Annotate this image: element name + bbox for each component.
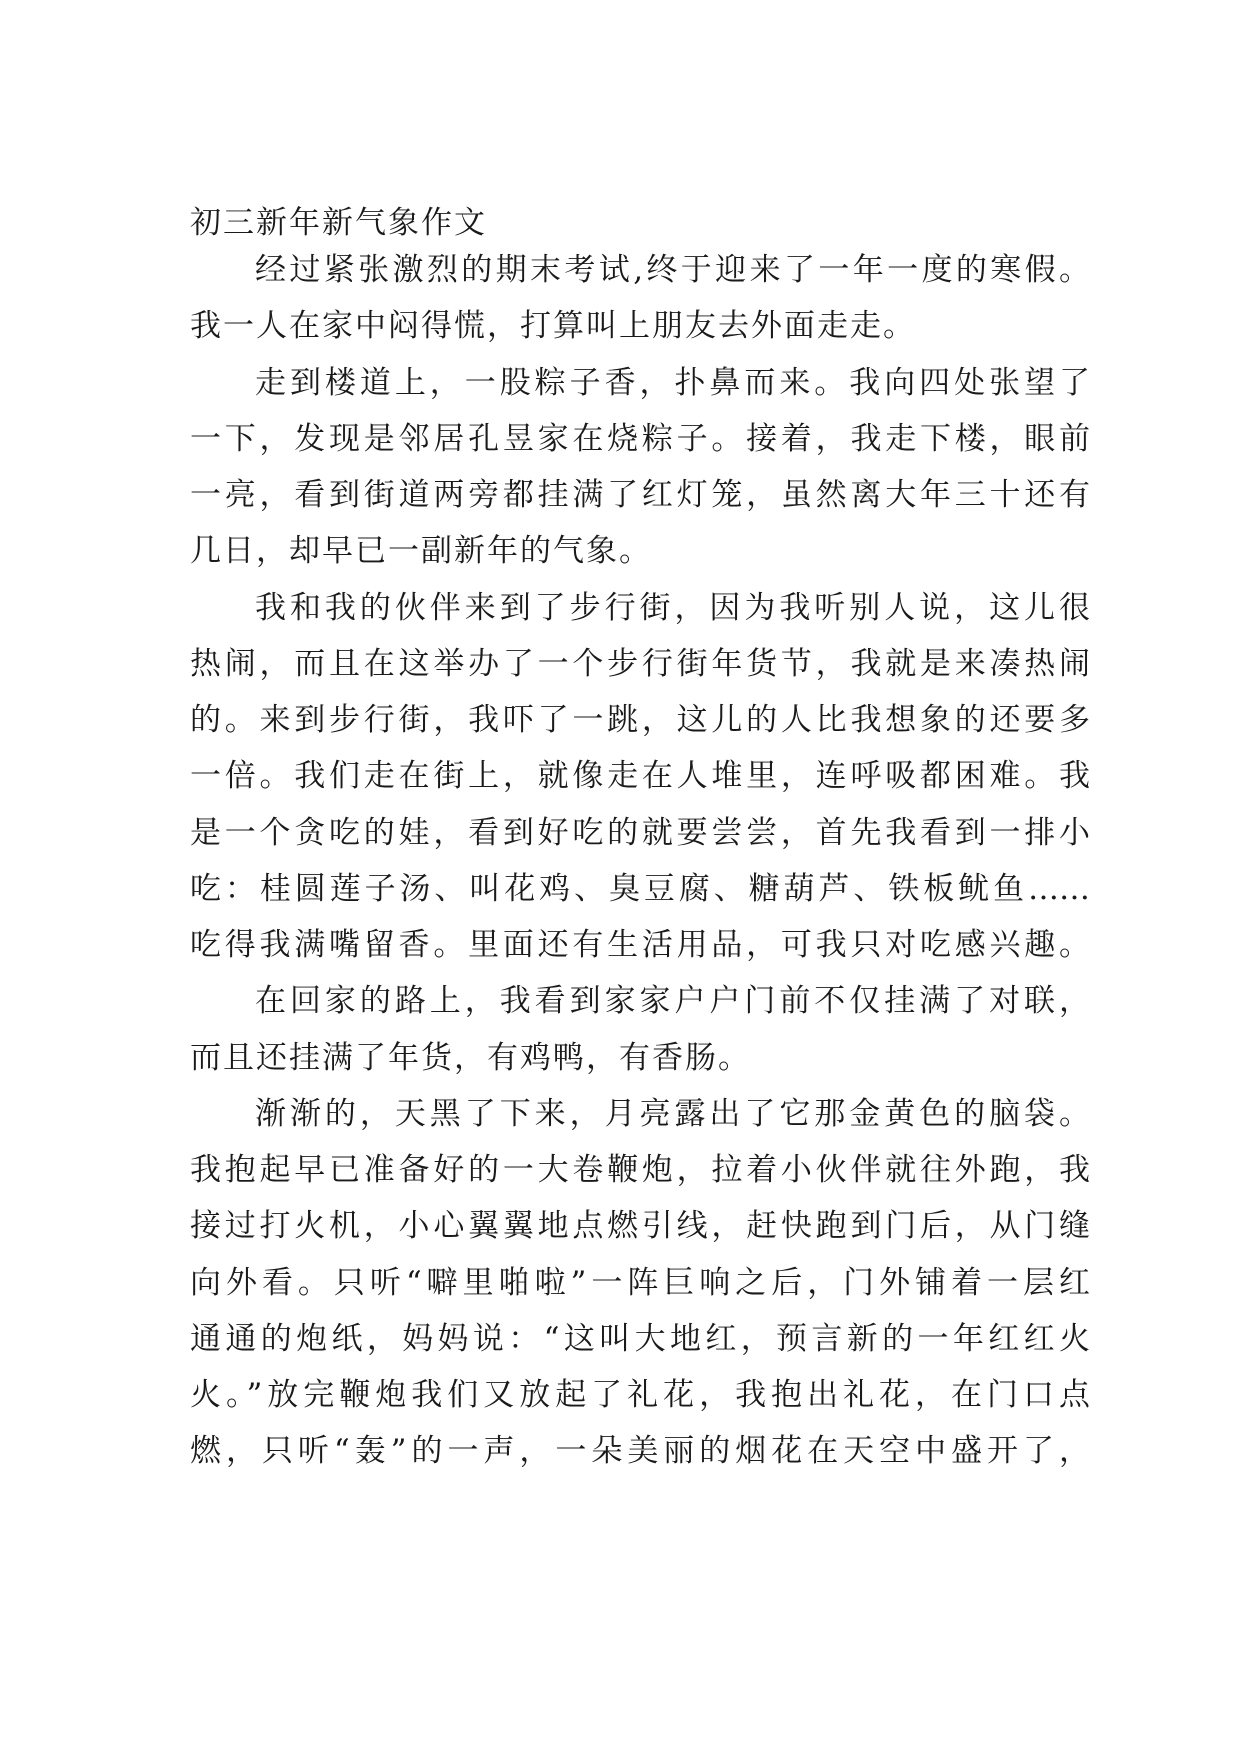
text-line: 一倍。我们走在街上，就像走在人堆里，连呼吸都困难。我 bbox=[190, 758, 1090, 794]
text-line: 渐渐的，天黑了下来，月亮露出了它那金黄色的脑袋。 bbox=[255, 1096, 1090, 1132]
text-line: 一亮，看到街道两旁都挂满了红灯笼，虽然离大年三十还有 bbox=[190, 477, 1090, 513]
text-line: 一下，发现是邻居孔昱家在烧粽子。接着，我走下楼，眼前 bbox=[190, 421, 1090, 457]
text-line: 走到楼道上，一股粽子香，扑鼻而来。我向四处张望了 bbox=[255, 365, 1090, 401]
text-line: 几日，却早已一副新年的气象。 bbox=[190, 533, 652, 569]
text-line: 我一人在家中闷得慌，打算叫上朋友去外面走走。 bbox=[190, 308, 916, 344]
text-line: 经过紧张激烈的期末考试,终于迎来了一年一度的寒假。 bbox=[255, 252, 1090, 288]
text-line: 在回家的路上，我看到家家户户门前不仅挂满了对联， bbox=[255, 983, 1090, 1019]
text-line: 火。”放完鞭炮我们又放起了礼花，我抱出礼花，在门口点 bbox=[190, 1377, 1090, 1413]
text-line: 接过打火机，小心翼翼地点燃引线，赶快跑到门后，从门缝 bbox=[190, 1208, 1090, 1244]
document-title: 初三新年新气象作文 bbox=[190, 205, 487, 241]
text-line: 通通的炮纸，妈妈说：“这叫大地红，预言新的一年红红火 bbox=[190, 1321, 1090, 1357]
text-line: 燃，只听“轰”的一声，一朵美丽的烟花在天空中盛开了， bbox=[190, 1433, 1090, 1469]
text-line: 吃：桂圆莲子汤、叫花鸡、臭豆腐、糖葫芦、铁板鱿鱼…… bbox=[190, 871, 1090, 907]
text-line: 热闹，而且在这举办了一个步行街年货节，我就是来凑热闹 bbox=[190, 646, 1090, 682]
text-line: 而且还挂满了年货，有鸡鸭，有香肠。 bbox=[190, 1040, 751, 1076]
text-line: 吃得我满嘴留香。里面还有生活用品，可我只对吃感兴趣。 bbox=[190, 927, 1090, 963]
text-line: 的。来到步行街，我吓了一跳，这儿的人比我想象的还要多 bbox=[190, 702, 1090, 738]
text-line: 我抱起早已准备好的一大卷鞭炮，拉着小伙伴就往外跑，我 bbox=[190, 1152, 1090, 1188]
text-line: 我和我的伙伴来到了步行街，因为我听别人说，这儿很 bbox=[255, 590, 1090, 626]
text-line: 向外看。只听“噼里啪啦”一阵巨响之后，门外铺着一层红 bbox=[190, 1265, 1090, 1301]
text-line: 是一个贪吃的娃，看到好吃的就要尝尝，首先我看到一排小 bbox=[190, 815, 1090, 851]
